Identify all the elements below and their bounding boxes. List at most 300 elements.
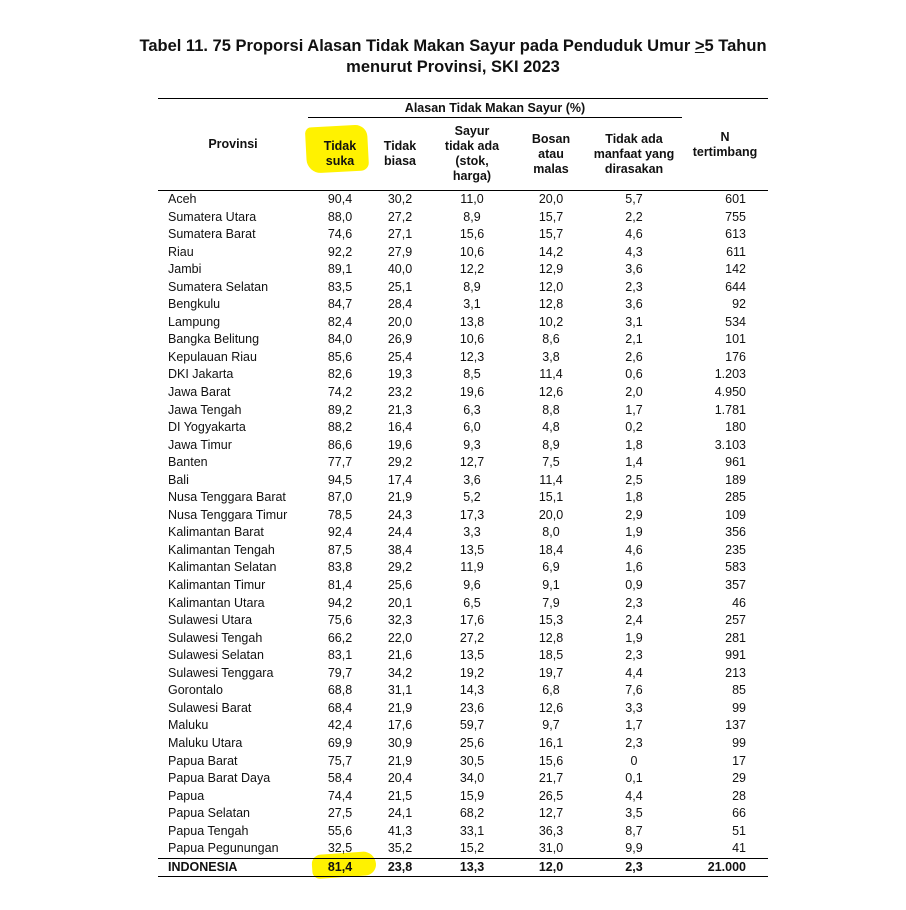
row-tidak-suka: 94,5 (327, 472, 353, 487)
row-tidak-biasa: 29,2 (387, 560, 413, 575)
col-header-bosan-line2: atau (538, 146, 564, 161)
row-tidak-suka: 92,2 (327, 244, 353, 259)
row-n: 29 (732, 771, 746, 786)
total-tidak-biasa: 23,8 (372, 858, 428, 877)
row-tidak-biasa: 26,9 (387, 332, 413, 347)
row-sayur-tidak-ada: 13,5 (459, 648, 485, 663)
row-n: 281 (725, 630, 746, 645)
row-provinsi: Maluku (168, 718, 209, 733)
table-row (158, 840, 768, 858)
row-tidak-biasa: 19,6 (387, 437, 413, 452)
row-provinsi: Jawa Tengah (168, 402, 242, 417)
row-bosan: 19,7 (538, 665, 564, 680)
row-n: 356 (725, 525, 746, 540)
row-tidak-suka: 58,4 (327, 771, 353, 786)
row-sayur-tidak-ada: 11,0 (460, 192, 484, 206)
row-bosan: 7,5 (542, 455, 560, 470)
row-n: 357 (725, 578, 746, 593)
row-tidak-suka: 27,5 (327, 806, 353, 821)
table-row (158, 805, 768, 823)
row-tidak-biasa: 19,3 (387, 367, 413, 382)
row-tidak-ada-manfaat: 3,5 (625, 806, 643, 821)
row-tidak-ada-manfaat: 2,2 (625, 209, 643, 224)
row-tidak-biasa: 22,0 (387, 630, 413, 645)
row-provinsi: Sulawesi Selatan (168, 648, 264, 663)
table-row (158, 577, 768, 595)
row-n: 1.203 (714, 367, 746, 382)
title-line1-post: 5 Tahun (704, 37, 767, 55)
row-tidak-biasa: 29,2 (387, 455, 413, 470)
row-sayur-tidak-ada: 19,6 (459, 385, 485, 400)
row-provinsi: Papua Selatan (168, 806, 251, 821)
row-bosan: 18,5 (538, 648, 564, 663)
row-bosan: 11,4 (539, 367, 563, 382)
table-row (158, 770, 768, 788)
row-sayur-tidak-ada: 3,1 (463, 297, 481, 312)
row-tidak-ada-manfaat: 0,9 (625, 578, 643, 593)
row-bosan: 4,8 (542, 420, 560, 435)
row-sayur-tidak-ada: 33,1 (459, 823, 485, 838)
row-tidak-biasa: 27,9 (387, 244, 413, 259)
row-n: 99 (732, 700, 746, 715)
row-tidak-suka: 68,8 (327, 683, 353, 698)
row-tidak-ada-manfaat: 1,8 (625, 437, 643, 452)
row-sayur-tidak-ada: 34,0 (459, 771, 485, 786)
row-tidak-ada-manfaat: 2,0 (625, 385, 643, 400)
row-tidak-biasa: 21,5 (387, 788, 413, 803)
col-header-sayur-line1: Sayur (454, 124, 490, 138)
table-row (158, 209, 768, 227)
row-sayur-tidak-ada: 3,6 (463, 472, 481, 487)
row-provinsi: Kalimantan Selatan (168, 560, 277, 575)
row-bosan: 16,1 (538, 735, 564, 750)
row-provinsi: DKI Jakarta (168, 367, 234, 382)
table-row (158, 559, 768, 577)
row-tidak-suka: 85,6 (327, 349, 353, 364)
row-tidak-ada-manfaat: 0,2 (625, 420, 643, 435)
row-tidak-biasa: 34,2 (387, 665, 413, 680)
row-tidak-suka: 82,4 (327, 314, 353, 329)
table-row (158, 489, 768, 507)
table-row (158, 472, 768, 490)
table-row (158, 717, 768, 735)
row-tidak-ada-manfaat: 1,4 (625, 455, 643, 470)
row-bosan: 6,9 (542, 560, 560, 575)
row-tidak-suka: 88,0 (327, 209, 353, 224)
row-sayur-tidak-ada: 3,3 (463, 525, 481, 540)
row-bosan: 15,6 (538, 753, 564, 768)
row-tidak-biasa: 17,4 (387, 472, 413, 487)
table-row (158, 419, 768, 437)
title-line1-pre: Tabel 11. 75 Proporsi Alasan Tidak Makan Sayur pada Penduduk Umur (139, 37, 695, 55)
col-header-tidak-suka (308, 118, 372, 191)
row-n: 257 (725, 613, 746, 628)
table-row (158, 788, 768, 806)
row-tidak-ada-manfaat: 1,7 (625, 718, 643, 733)
row-provinsi: Papua Barat (168, 753, 238, 768)
row-sayur-tidak-ada: 68,2 (459, 806, 485, 821)
row-provinsi: Kalimantan Barat (168, 525, 264, 540)
row-bosan: 26,5 (538, 788, 564, 803)
table-row (158, 261, 768, 279)
row-tidak-suka: 83,1 (327, 648, 353, 663)
row-n: 176 (725, 349, 746, 364)
row-bosan: 8,8 (542, 402, 560, 417)
row-bosan: 14,2 (538, 244, 564, 259)
row-n: 601 (725, 192, 746, 206)
row-tidak-biasa: 27,2 (387, 209, 413, 224)
row-bosan: 15,7 (538, 209, 564, 224)
row-tidak-ada-manfaat: 2,9 (625, 507, 643, 522)
col-header-n (682, 99, 768, 191)
col-header-bosan-line3: malas (533, 161, 569, 176)
row-tidak-ada-manfaat: 0,1 (625, 771, 643, 786)
row-bosan: 36,3 (538, 823, 564, 838)
row-sayur-tidak-ada: 12,3 (459, 349, 485, 364)
row-tidak-biasa: 30,2 (387, 192, 413, 206)
table-row (158, 437, 768, 455)
row-n: 285 (725, 490, 746, 505)
row-tidak-suka: 79,7 (327, 665, 353, 680)
row-bosan: 12,8 (538, 297, 564, 312)
table-row (158, 366, 768, 384)
table-row (158, 647, 768, 665)
row-tidak-biasa: 24,3 (387, 507, 413, 522)
row-tidak-biasa: 20,0 (387, 314, 413, 329)
table-row (158, 384, 768, 402)
row-n: 189 (725, 472, 746, 487)
row-n: 46 (732, 595, 746, 610)
row-tidak-suka: 75,7 (327, 753, 353, 768)
col-header-tidak-suka-line2: suka (325, 154, 355, 168)
row-sayur-tidak-ada: 9,6 (463, 578, 481, 593)
row-sayur-tidak-ada: 13,8 (459, 314, 485, 329)
row-tidak-biasa: 25,1 (387, 279, 413, 294)
col-header-provinsi: Provinsi (158, 99, 308, 191)
row-tidak-suka: 74,4 (327, 788, 353, 803)
row-tidak-suka: 68,4 (327, 700, 353, 715)
row-sayur-tidak-ada: 59,7 (459, 718, 485, 733)
col-group-header: Alasan Tidak Makan Sayur (%) (308, 99, 682, 118)
row-tidak-ada-manfaat: 0 (630, 753, 638, 768)
row-tidak-biasa: 30,9 (387, 735, 413, 750)
row-provinsi: Sumatera Barat (168, 227, 256, 242)
row-tidak-biasa: 35,2 (387, 841, 413, 856)
col-header-tidak-ada-manfaat (586, 118, 682, 191)
row-tidak-suka: 32,5 (327, 841, 353, 856)
row-bosan: 31,0 (538, 841, 564, 856)
row-tidak-biasa: 16,4 (387, 420, 413, 435)
row-sayur-tidak-ada: 10,6 (459, 332, 485, 347)
row-provinsi: Kalimantan Utara (168, 595, 265, 610)
row-tidak-biasa: 24,4 (387, 525, 413, 540)
table-row (158, 823, 768, 841)
row-n: 583 (725, 560, 746, 575)
row-bosan: 12,9 (538, 262, 564, 277)
row-n: 1.781 (714, 402, 746, 417)
row-sayur-tidak-ada: 17,6 (459, 613, 485, 628)
row-tidak-ada-manfaat: 2,3 (625, 279, 643, 294)
row-sayur-tidak-ada: 12,7 (459, 455, 485, 470)
table-row (158, 612, 768, 630)
row-tidak-biasa: 21,9 (387, 700, 413, 715)
col-header-sayur-line4: harga) (452, 169, 492, 183)
table-title (0, 36, 906, 78)
table-row (158, 314, 768, 332)
row-sayur-tidak-ada: 14,3 (459, 683, 485, 698)
row-tidak-suka: 87,5 (327, 542, 353, 557)
row-provinsi: Maluku Utara (168, 735, 243, 750)
row-tidak-biasa: 41,3 (387, 823, 413, 838)
row-tidak-suka: 81,4 (327, 578, 353, 593)
row-tidak-ada-manfaat: 1,9 (625, 525, 643, 540)
row-bosan: 9,1 (542, 578, 560, 593)
row-tidak-ada-manfaat: 8,7 (625, 823, 643, 838)
row-tidak-ada-manfaat: 4,6 (625, 227, 643, 242)
row-bosan: 8,6 (542, 332, 560, 347)
table-row (158, 331, 768, 349)
row-sayur-tidak-ada: 25,6 (459, 735, 485, 750)
row-tidak-ada-manfaat: 7,6 (625, 683, 643, 698)
table-body (158, 191, 768, 859)
row-tidak-suka: 87,0 (327, 490, 353, 505)
col-header-tidak-suka-line1: Tidak (323, 139, 357, 153)
data-table (158, 98, 768, 877)
row-tidak-biasa: 21,6 (387, 648, 413, 663)
table-row (158, 665, 768, 683)
row-n: 180 (725, 420, 746, 435)
row-tidak-ada-manfaat: 3,1 (625, 314, 643, 329)
row-tidak-biasa: 40,0 (387, 262, 413, 277)
row-tidak-biasa: 25,4 (387, 349, 413, 364)
row-n: 92 (732, 297, 746, 312)
row-provinsi: Bali (168, 472, 189, 487)
row-tidak-biasa: 21,3 (387, 402, 413, 417)
row-sayur-tidak-ada: 8,9 (463, 279, 481, 294)
row-sayur-tidak-ada: 13,5 (459, 542, 485, 557)
col-header-sayur-line2: tidak ada (444, 139, 500, 153)
row-provinsi: Banten (168, 455, 208, 470)
row-bosan: 20,0 (538, 192, 564, 206)
table-row (158, 507, 768, 525)
row-provinsi: Sulawesi Barat (168, 700, 252, 715)
row-tidak-suka: 84,7 (327, 297, 353, 312)
row-provinsi: Papua (168, 788, 205, 803)
row-tidak-ada-manfaat: 0,6 (625, 367, 643, 382)
row-provinsi: Jawa Timur (168, 437, 232, 452)
row-sayur-tidak-ada: 6,0 (463, 420, 481, 435)
row-tidak-suka: 69,9 (327, 735, 353, 750)
row-sayur-tidak-ada: 19,2 (459, 665, 485, 680)
row-tidak-suka: 77,7 (327, 455, 353, 470)
row-tidak-ada-manfaat: 4,6 (625, 542, 643, 557)
row-n: 85 (732, 683, 746, 698)
col-header-manfaat-line1: Tidak ada (605, 131, 663, 146)
table-row (158, 735, 768, 753)
table-row (158, 753, 768, 771)
row-provinsi: Jawa Barat (168, 385, 231, 400)
table-row (158, 226, 768, 244)
col-header-n-line1: N (720, 129, 730, 144)
row-tidak-biasa: 31,1 (387, 683, 413, 698)
row-n: 991 (725, 648, 746, 663)
row-tidak-ada-manfaat: 5,7 (625, 192, 643, 206)
row-tidak-ada-manfaat: 2,4 (625, 613, 643, 628)
row-bosan: 21,7 (538, 771, 564, 786)
row-bosan: 15,7 (538, 227, 564, 242)
row-tidak-ada-manfaat: 2,3 (625, 648, 643, 663)
row-provinsi: Kalimantan Timur (168, 578, 266, 593)
row-tidak-suka: 66,2 (327, 630, 353, 645)
col-header-bosan (516, 118, 586, 191)
row-provinsi: Aceh (168, 192, 197, 206)
row-sayur-tidak-ada: 11,9 (460, 560, 484, 575)
row-tidak-suka: 89,1 (327, 262, 353, 277)
row-bosan: 12,8 (538, 630, 564, 645)
row-sayur-tidak-ada: 8,5 (463, 367, 481, 382)
row-n: 644 (725, 279, 746, 294)
row-n: 213 (725, 665, 746, 680)
col-header-sayur-line3: (stok, (455, 154, 489, 168)
table-row (158, 279, 768, 297)
row-sayur-tidak-ada: 6,3 (463, 402, 481, 417)
row-n: 99 (732, 735, 746, 750)
row-n: 4.950 (714, 385, 746, 400)
table-row (158, 191, 768, 209)
row-tidak-suka: 94,2 (327, 595, 353, 610)
row-bosan: 6,8 (542, 683, 560, 698)
row-tidak-suka: 74,6 (327, 227, 353, 242)
row-tidak-suka: 55,6 (327, 823, 353, 838)
row-tidak-ada-manfaat: 9,9 (625, 841, 643, 856)
row-tidak-ada-manfaat: 1,7 (625, 402, 643, 417)
row-sayur-tidak-ada: 15,9 (459, 788, 485, 803)
row-bosan: 15,1 (538, 490, 564, 505)
row-bosan: 3,8 (542, 349, 560, 364)
row-tidak-biasa: 23,2 (387, 385, 413, 400)
row-bosan: 12,6 (538, 385, 564, 400)
row-tidak-ada-manfaat: 1,9 (625, 630, 643, 645)
row-provinsi: Sulawesi Tenggara (168, 665, 274, 680)
row-bosan: 7,9 (542, 595, 560, 610)
row-provinsi: Sulawesi Utara (168, 613, 253, 628)
total-tidak-suka: 81,4 (308, 858, 372, 877)
row-bosan: 18,4 (538, 542, 564, 557)
row-bosan: 12,0 (538, 279, 564, 294)
row-tidak-suka: 92,4 (327, 525, 353, 540)
title-line1-underlined: > (694, 37, 705, 55)
row-sayur-tidak-ada: 9,3 (463, 437, 481, 452)
row-sayur-tidak-ada: 15,2 (459, 841, 485, 856)
row-tidak-biasa: 17,6 (387, 718, 413, 733)
row-provinsi: Sumatera Utara (168, 209, 257, 224)
row-n: 101 (725, 332, 746, 347)
total-sayur-tidak-ada: 13,3 (428, 858, 516, 877)
row-sayur-tidak-ada: 17,3 (459, 507, 485, 522)
total-tidak-ada-manfaat: 2,3 (586, 858, 682, 877)
row-sayur-tidak-ada: 5,2 (463, 490, 481, 505)
col-header-tidak-biasa (372, 118, 428, 191)
row-provinsi: Bengkulu (168, 297, 221, 312)
row-tidak-ada-manfaat: 1,8 (625, 490, 643, 505)
row-n: 613 (725, 227, 746, 242)
row-n: 755 (725, 209, 746, 224)
row-tidak-biasa: 38,4 (387, 542, 413, 557)
col-header-tidak-biasa-line1: Tidak (383, 139, 417, 153)
row-tidak-suka: 74,2 (327, 385, 353, 400)
table-row (158, 524, 768, 542)
row-tidak-ada-manfaat: 2,5 (625, 472, 643, 487)
row-tidak-biasa: 25,6 (387, 578, 413, 593)
col-header-manfaat-line2: manfaat yang (593, 146, 675, 161)
row-tidak-ada-manfaat: 3,6 (625, 262, 643, 277)
row-tidak-suka: 75,6 (327, 613, 353, 628)
row-provinsi: Nusa Tenggara Barat (168, 490, 286, 505)
row-tidak-ada-manfaat: 3,6 (625, 297, 643, 312)
row-bosan: 11,4 (539, 472, 563, 487)
row-bosan: 8,0 (542, 525, 560, 540)
row-provinsi: Kalimantan Tengah (168, 542, 275, 557)
row-n: 3.103 (714, 437, 746, 452)
row-provinsi: Riau (168, 244, 194, 259)
row-tidak-ada-manfaat: 2,6 (625, 349, 643, 364)
table-row (158, 595, 768, 613)
row-n: 534 (725, 314, 746, 329)
table-row (158, 542, 768, 560)
col-header-bosan-line1: Bosan (531, 131, 571, 146)
row-n: 28 (732, 788, 746, 803)
row-tidak-ada-manfaat: 4,4 (625, 665, 643, 680)
row-bosan: 8,9 (542, 437, 560, 452)
row-tidak-biasa: 32,3 (387, 613, 413, 628)
row-tidak-ada-manfaat: 2,3 (625, 735, 643, 750)
row-bosan: 12,7 (538, 806, 564, 821)
row-tidak-suka: 83,5 (327, 279, 353, 294)
row-tidak-biasa: 24,1 (387, 806, 413, 821)
row-tidak-ada-manfaat: 3,3 (625, 700, 643, 715)
col-header-manfaat-line3: dirasakan (604, 161, 664, 176)
row-n: 235 (725, 542, 746, 557)
row-provinsi: Papua Tengah (168, 823, 249, 838)
row-tidak-biasa: 28,4 (387, 297, 413, 312)
row-n: 611 (726, 244, 746, 259)
row-provinsi: Lampung (168, 314, 221, 329)
table-row (158, 700, 768, 718)
row-tidak-ada-manfaat: 4,4 (625, 788, 643, 803)
row-tidak-suka: 90,4 (327, 192, 353, 206)
total-label: INDONESIA (158, 858, 308, 877)
table-row (158, 630, 768, 648)
row-bosan: 20,0 (538, 507, 564, 522)
row-provinsi: Bangka Belitung (168, 332, 260, 347)
row-tidak-biasa: 20,1 (387, 595, 413, 610)
total-bosan: 12,0 (516, 858, 586, 877)
total-n: 21.000 (682, 858, 768, 877)
total-row (158, 858, 768, 877)
row-bosan: 15,3 (538, 613, 564, 628)
row-tidak-suka: 89,2 (327, 402, 353, 417)
row-tidak-suka: 42,4 (327, 718, 353, 733)
row-n: 41 (732, 841, 746, 856)
row-n: 961 (725, 455, 746, 470)
row-provinsi: Gorontalo (168, 683, 223, 698)
row-tidak-suka: 78,5 (327, 507, 353, 522)
row-tidak-biasa: 21,9 (387, 753, 413, 768)
col-header-n-line2: tertimbang (692, 144, 758, 159)
table-row (158, 454, 768, 472)
col-header-sayur-tidak-ada (428, 118, 516, 191)
table-row (158, 296, 768, 314)
